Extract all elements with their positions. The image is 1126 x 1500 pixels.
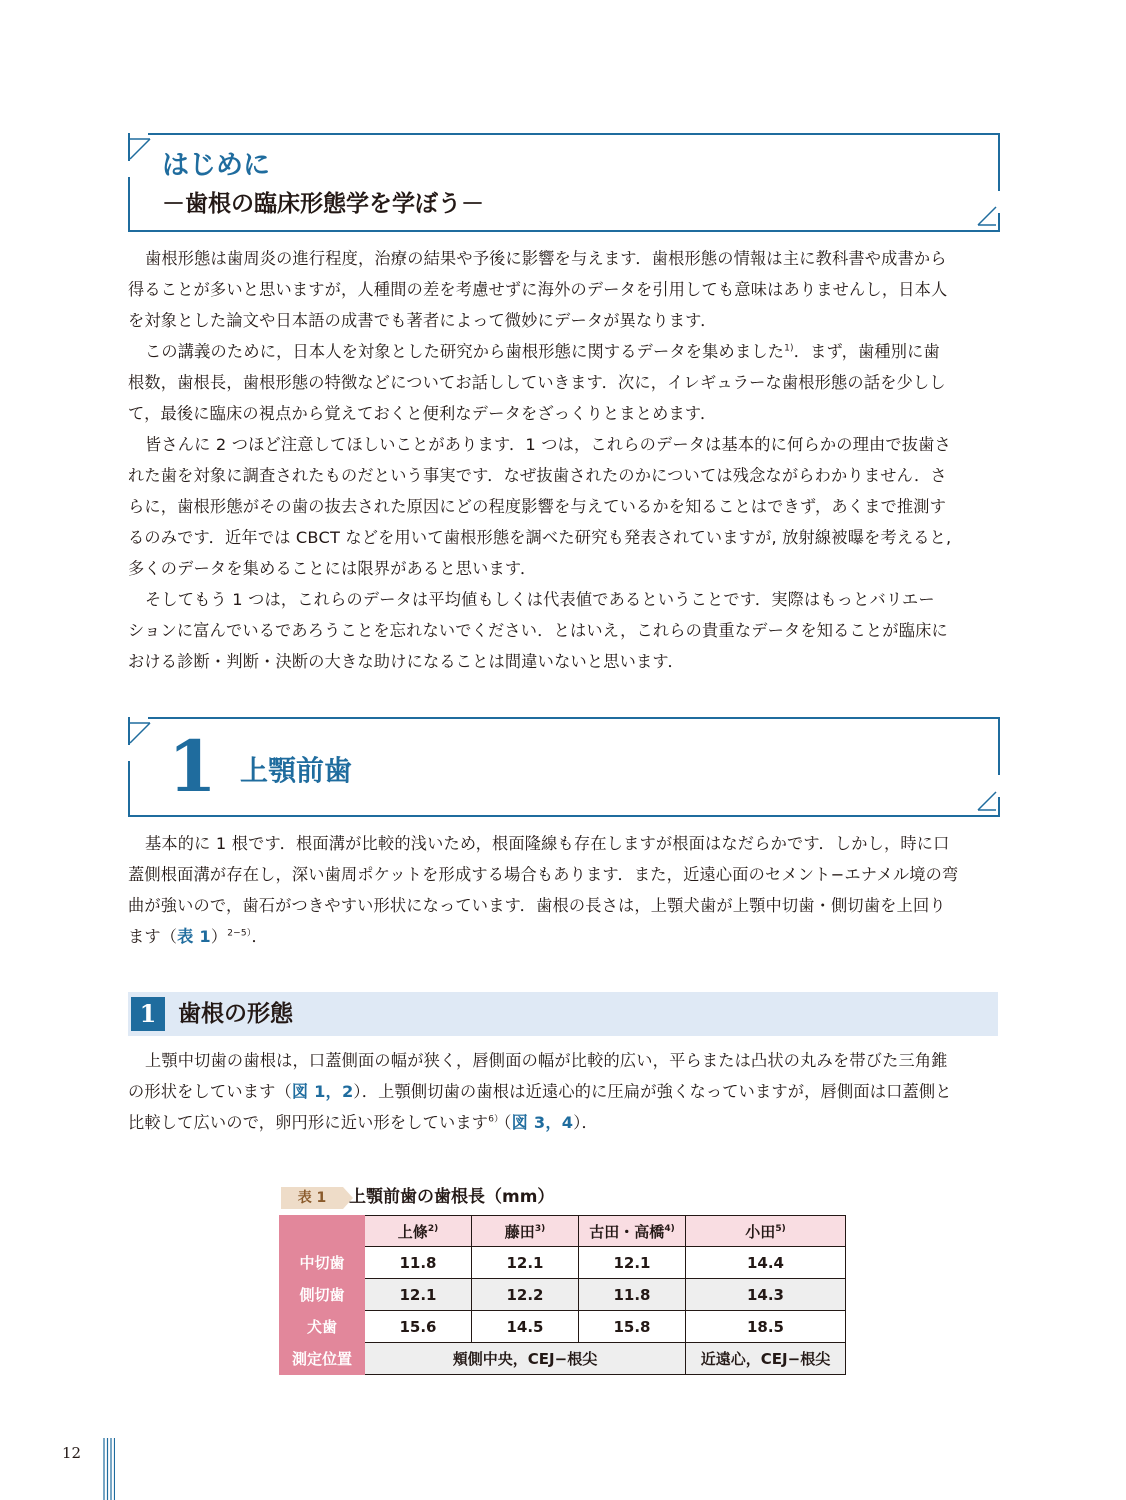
subsection-header [128,992,998,1036]
row-header: 犬歯 [280,1311,365,1343]
table-cell: 12.1 [365,1279,472,1311]
table-corner-cell [280,1216,365,1247]
root-length-table [279,1215,846,1375]
text-line: れた歯を対象に調査されたものだという事実です．なぜ抜歯されたのかについては残念ながらわかりません．さ [128,466,947,485]
text-line: 歯根形態は歯周炎の進行程度，治療の結果や予後に影響を与えます．歯根形態の情報は主に教科書や成書から [145,249,947,268]
text-line: 蓋側根面溝が存在し，深い歯周ポケットを形成する場合もあります．また，近遠心面のセメント−エナメル境の弯 [128,865,959,884]
text-segment: ．まず，歯種別に歯 [793,342,940,361]
row-header: 側切歯 [280,1279,365,1311]
text-segment: ） [210,927,228,946]
table-cell: 12.2 [472,1279,579,1311]
text-line: 基本的に 1 根です．根面溝が比較的浅いため，根面隆線も存在しますが根面はなだらかです．しかし，時に口 [145,834,950,853]
column-name: 藤田 [504,1222,535,1241]
table-reference-link[interactable]: 表 1 [177,927,211,946]
column-header [686,1216,846,1247]
reference-marker: 2) [427,1223,439,1234]
intro-body [128,243,1000,677]
text-line: 根数，歯根長，歯根形態の特徴などについてお話ししていきます．次に，イレギュラーな歯根形態の話を少しし [128,373,946,392]
intro-title: はじめに [162,150,270,181]
text-line: 得ることが多いと思いますが，人種間の差を考慮せずに海外のデータを引用しても意味はありませんし，日本人 [128,280,948,299]
table-cell: 12.1 [472,1247,579,1279]
table-cell: 14.5 [472,1311,579,1343]
row-header: 中切歯 [280,1247,365,1279]
table-cell: 14.4 [686,1247,846,1279]
section-title: 上顎前歯 [240,754,353,787]
text-line: 上顎中切歯の歯根は，口蓋側面の幅が狭く，唇側面の幅が比較的広い，平らまたは凸状の丸みを帯びた三角錐 [145,1051,948,1070]
text-line: おける診断・判断・決断の大きな助けになることは間違いないと思います． [128,652,684,671]
figure-reference-link[interactable]: 図 1，2 [291,1082,354,1101]
column-name: 小田 [745,1222,776,1241]
page-edge-bars [103,1438,115,1500]
text-line: 皆さんに 2 つほど注意してほしいことがあります．1 つは，これらのデータは基本的に何らかの理由で抜歯さ [145,435,951,454]
text-segment: ）．上顎側切歯の歯根は近遠心的に圧扁が強くなっていますが，唇側面は口蓋側と [353,1082,952,1101]
intro-subtitle: －歯根の臨床形態学を学ぼう－ [162,191,484,217]
table-cell: 近遠心，CEJ−根尖 [686,1343,846,1375]
section-body [128,828,1000,952]
reference-marker: 3) [534,1223,546,1234]
text-line: て，最後に臨床の視点から覚えておくと便利なデータをざっくりとまとめます． [128,404,717,423]
figure-reference-link[interactable]: 図 3，4 [511,1113,574,1132]
table-cell: 11.8 [579,1279,686,1311]
table-title: 上顎前歯の歯根長（mm） [349,1187,555,1207]
intro-heading-box [128,133,1000,232]
table-row [280,1279,846,1311]
intro-paragraph-1 [128,243,1000,336]
text-segment: 比較して広いので，卵円形に近い形をしています [128,1113,489,1132]
text-line [111,1076,1000,1107]
reference-marker: 5) [775,1223,786,1234]
text-segment: ）． [573,1113,598,1132]
table-cell: 15.8 [579,1311,686,1343]
text-line: るのみです．近年では CBCT などを用いて歯根形態を調べた研究も発表されていますが, 放射線被曝を考えると, [128,528,952,547]
column-header [472,1216,579,1247]
text-line: 曲が強いので，歯石がつきやすい形状になっています．歯根の長さは，上顎犬歯が上顎中切歯・側切歯を上回り [128,896,946,915]
table-header-row [280,1216,846,1247]
table-row [280,1247,846,1279]
table-cell: 18.5 [686,1311,846,1343]
text-segment: この講義のために，日本人を対象とした研究から歯根形態に関するデータを集めました [145,342,785,361]
text-line: 多くのデータを集めることには限界があると思います． [128,559,537,578]
column-header [579,1216,686,1247]
table-cell: 12.1 [579,1247,686,1279]
table-cell: 14.3 [686,1279,846,1311]
section-number: 1 [168,725,217,808]
table-cell: 15.6 [365,1311,472,1343]
text-line: を対象とした論文や日本語の成書でも著者によって微妙にデータが異なります． [128,311,717,330]
section-paragraph [128,828,1000,952]
table-cell: 頬側中央，CEJ−根尖 [365,1343,686,1375]
text-segment: （ [503,1113,512,1132]
table-cell: 11.8 [365,1247,472,1279]
text-line: そしてもう 1 つは，これらのデータは平均値もしくは代表値であるということです．実際はもっとバリエー [145,590,935,609]
reference-marker: 2−5） [227,928,252,939]
text-line: らに，歯根形態がその歯の抜去された原因にどの程度影響を与えているかを知ることはできず，あくまで推測す [128,497,947,516]
reference-marker: 6） [488,1114,504,1125]
reference-marker: 1) [784,343,794,354]
text-line [128,336,1000,367]
intro-paragraph-2 [128,336,1000,429]
text-line [111,921,1000,952]
column-name: 上條 [397,1222,428,1241]
text-segment: ます（ [128,927,178,946]
table-row [280,1311,846,1343]
text-line [111,1107,1000,1138]
page-number: 12 [62,1444,82,1462]
column-name: 古田・高橋 [589,1222,665,1241]
text-segment: の形状をしています（ [128,1082,292,1101]
row-header: 測定位置 [280,1343,365,1375]
intro-paragraph-4 [128,584,1000,677]
reference-marker: 4) [664,1223,675,1234]
subsection-number: 1 [131,997,165,1031]
table-label: 表 1 [281,1187,343,1209]
subsection-paragraph [128,1045,1000,1138]
subsection-title: 歯根の形態 [178,1001,293,1027]
text-line: ションに富んでいるであろうことを忘れないでください．とはいえ，これらの貴重なデータを知ることが臨床に [128,621,948,640]
intro-paragraph-3 [128,429,1000,584]
section-heading-box [128,717,1000,817]
text-segment: ． [251,927,268,946]
subsection-body [128,1045,1000,1138]
column-header [365,1216,472,1247]
table-measure-row [280,1343,846,1375]
